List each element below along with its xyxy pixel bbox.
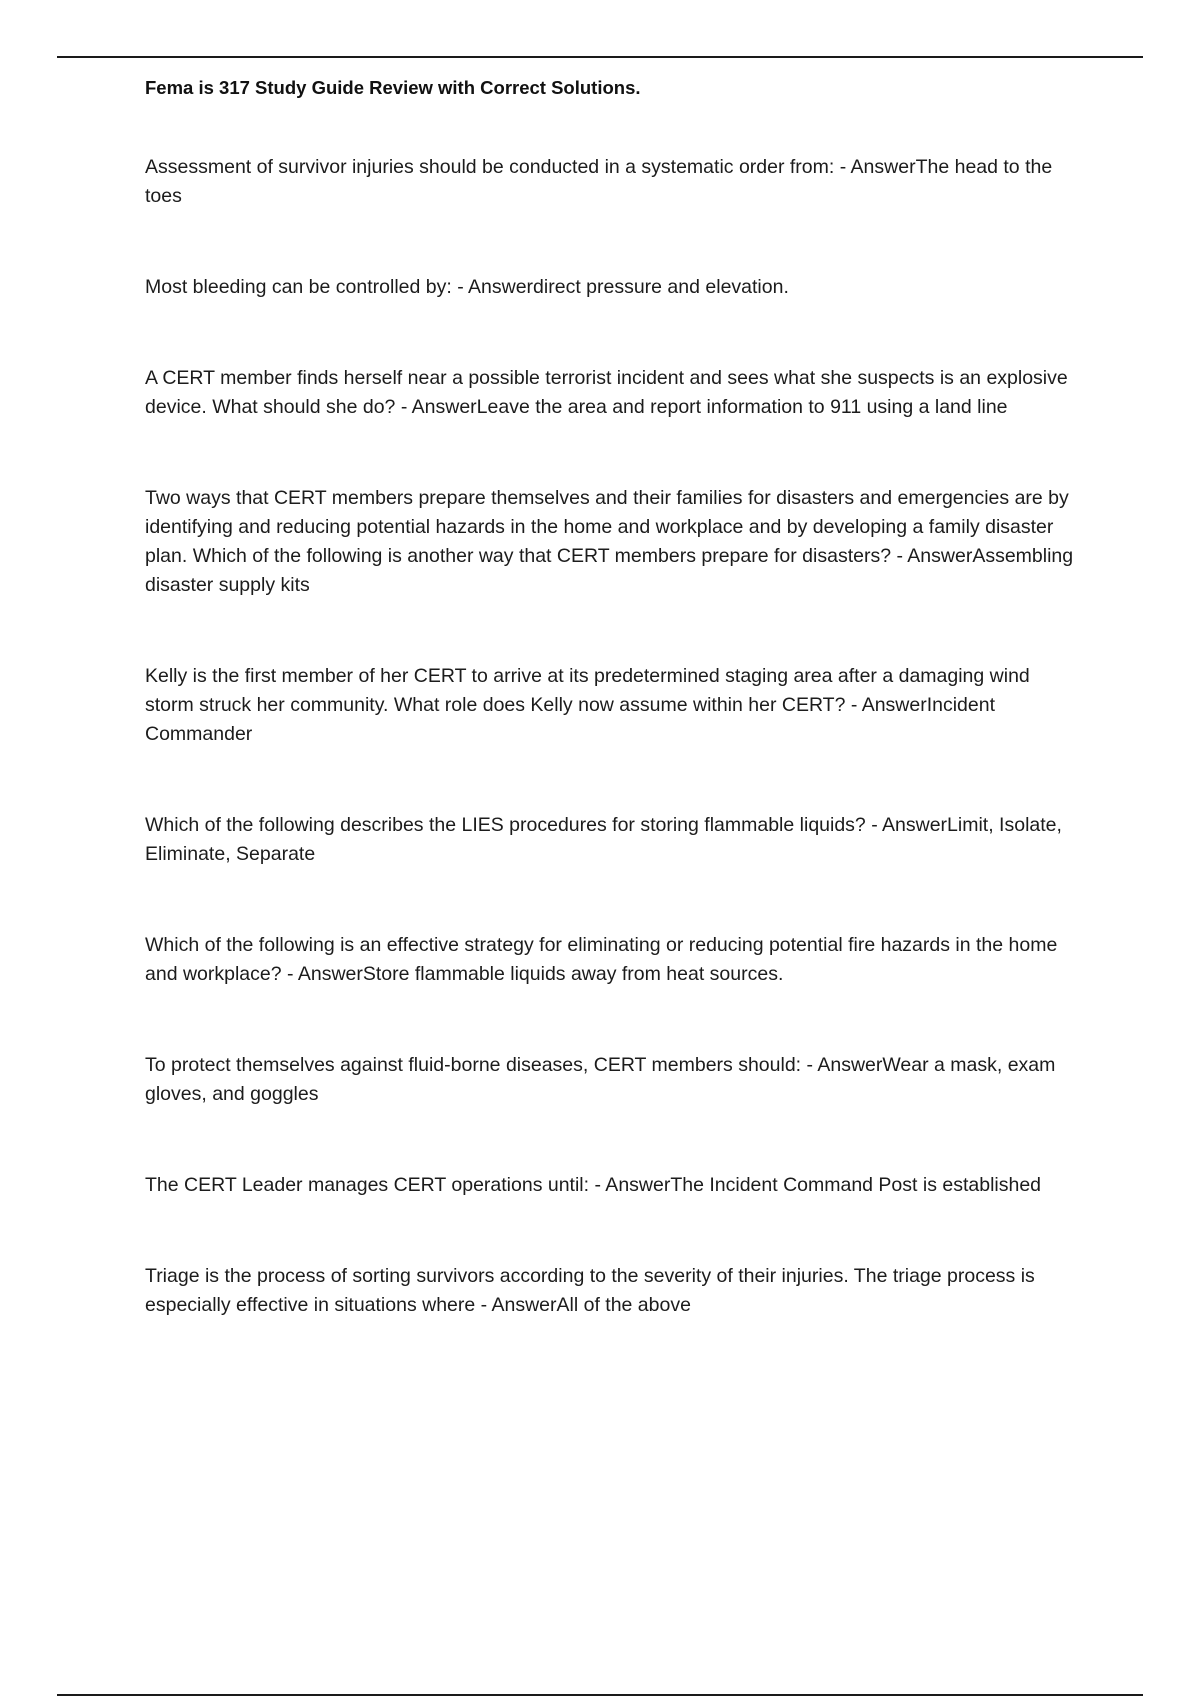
question-answer-item: To protect themselves against fluid-borne diseases, CERT members should: - AnswerWear a mask, exam gloves, and goggles <box>145 1054 1056 1105</box>
footer-rule <box>57 1694 1143 1696</box>
question-answer-item: Triage is the process of sorting survivors according to the severity of their injuries. The triage process is especially effective in situations where - AnswerAll of the above <box>145 1265 1035 1316</box>
header-rule <box>57 56 1143 58</box>
document-body <box>145 76 1080 1382</box>
question-answer-item: Which of the following describes the LIES procedures for storing flammable liquids? - AnswerLimit, Isolate, Eliminate, Separate <box>145 814 1062 865</box>
question-answer-item: Kelly is the first member of her CERT to arrive at its predetermined staging area after a damaging wind storm struck her community. What role does Kelly now assume within her CERT? - AnswerIncident Commander <box>145 665 1030 745</box>
question-answer-item: Assessment of survivor injuries should be conducted in a systematic order from: - AnswerThe head to the toes <box>145 156 1053 207</box>
document-title: Fema is 317 Study Guide Review with Correct Solutions. <box>145 77 641 98</box>
question-answer-item: The CERT Leader manages CERT operations until: - AnswerThe Incident Command Post is established <box>145 1174 1042 1196</box>
question-answer-item: Two ways that CERT members prepare themselves and their families for disasters and emergencies are by identifying and reducing potential hazards in the home and workplace and by developing a family disaster plan. Which of the following is another way that CERT members prepare for disasters? - AnswerAssembling disaster supply kits <box>145 487 1074 596</box>
question-list <box>145 153 1080 1320</box>
question-answer-item: Which of the following is an effective strategy for eliminating or reducing potential fire hazards in the home and workplace? - AnswerStore flammable liquids away from heat sources. <box>145 934 1058 985</box>
question-answer-item: A CERT member finds herself near a possible terrorist incident and sees what she suspects is an explosive device. What should she do? - AnswerLeave the area and report information to 911 using a land line <box>145 367 1068 418</box>
question-answer-item: Most bleeding can be controlled by: - Answerdirect pressure and elevation. <box>145 276 789 298</box>
